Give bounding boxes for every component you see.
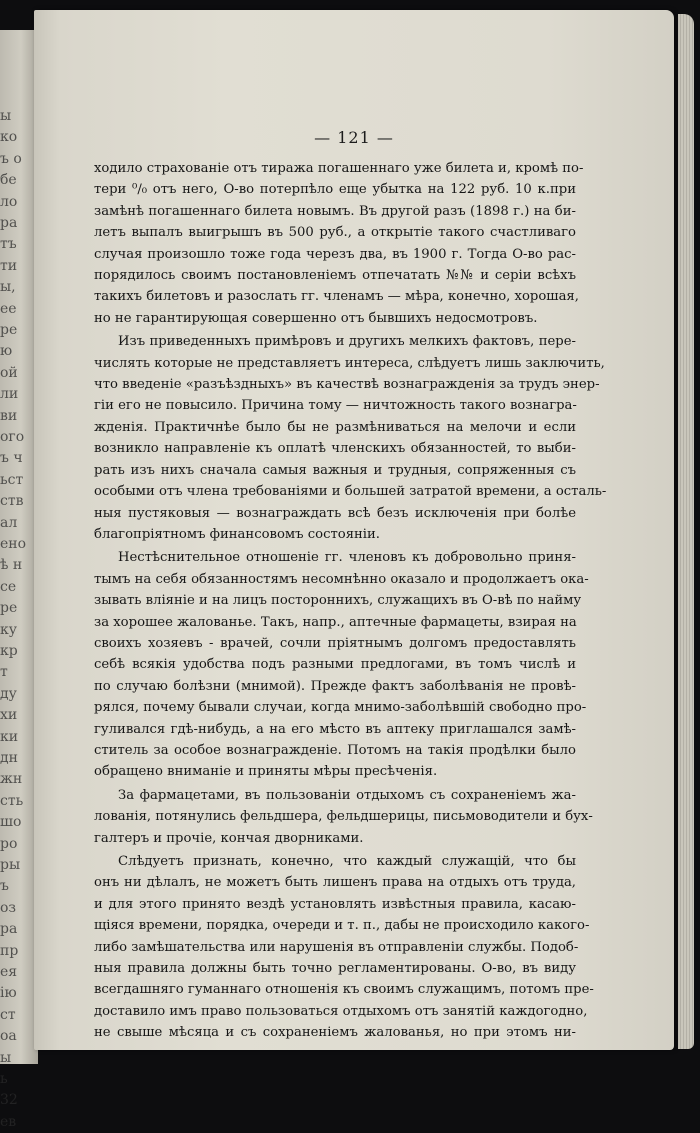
text-line: онъ ни дѣлалъ, не можетъ быть лишенъ права на отдыхъ отъ труда, xyxy=(94,875,576,891)
left-page-fragment: ее xyxy=(0,300,17,317)
left-page-fragment: ра xyxy=(0,921,18,938)
text-line: ходило страхованіе отъ тиража погашеннаго уже билета и, кромѣ по- xyxy=(94,161,584,176)
text-line: Слѣдуетъ признать, конечно, что каждый служащій, что бы xyxy=(118,854,576,869)
text-line: обращено вниманіе и приняты мѣры пресѣченія. xyxy=(94,764,438,780)
left-page-fragment: оа xyxy=(0,1028,17,1045)
left-page-fragment: оз xyxy=(0,899,17,916)
text-line: себѣ всякія удобства подъ разными предлогами, въ томъ числѣ и xyxy=(94,657,576,673)
text-line: что введеніе «разъѣздныхъ» въ качествѣ вознагражденія за трудъ энер- xyxy=(94,377,600,393)
left-page-fragment: кр xyxy=(0,643,18,659)
left-page-fragment: ре xyxy=(0,600,18,617)
left-page-fragment: ой xyxy=(0,364,18,381)
left-page-fragment: ъ xyxy=(0,878,9,895)
text-line: галтеръ и прочіе, кончая дворниками. xyxy=(94,830,364,846)
text-line: порядилось своимъ постановленіемъ отпечатать №№ и серіи всѣхъ xyxy=(94,268,576,284)
left-page-fragment: ко xyxy=(0,129,18,146)
page-stack-edge xyxy=(678,14,694,1049)
left-page-fragment: ію xyxy=(0,985,17,1002)
text-line: либо замѣшательства или нарушенія въ отправленіи службы. Подоб- xyxy=(94,939,579,955)
text-line: ныя пустяковыя — вознаграждать всѣ безъ исключенія при болѣе xyxy=(94,505,576,521)
left-page-fragment: ъ ч xyxy=(0,450,23,467)
text-line: жденія. Практичнѣе было бы не размѣниваться на мелочи и если xyxy=(94,419,576,435)
text-line: замѣнѣ погашеннаго билета новымъ. Въ другой разъ (1898 г.) на би- xyxy=(94,203,576,219)
left-page-fragment: ку xyxy=(0,621,17,638)
book-page xyxy=(34,10,674,1050)
left-page-fragment: тъ xyxy=(0,236,17,253)
left-page-fragment: ал xyxy=(0,514,18,531)
text-line: Нестѣснительное отношеніе гг. членовъ къ добровольно приня- xyxy=(118,550,576,566)
text-line: но не гарантирующая совершенно отъ бывшихъ недосмотровъ. xyxy=(94,310,538,326)
left-page-fragment: бе xyxy=(0,172,17,189)
text-line: за хорошее жалованье. Такъ, напр., аптечные фармацеты, взирая на xyxy=(94,614,577,630)
text-line: числять которые не представляетъ интереса, слѣдуетъ лишь заключить, xyxy=(94,355,605,371)
text-line: всегдашняго гуманнаго отношенія къ своимъ служащимъ, потомъ пре- xyxy=(94,982,594,998)
paragraph xyxy=(94,158,584,329)
left-page-fragment: ю xyxy=(0,343,13,360)
text-line: особыми отъ члена требованіями и большей затратой времени, а осталь- xyxy=(94,484,607,500)
left-page-fragment: ду xyxy=(0,685,17,702)
text-line: рать изъ нихъ сначала самыя важныя и трудныя, сопряженныя съ xyxy=(94,462,576,478)
text-line: ныя правила должны быть точно регламентированы. О-во, въ виду xyxy=(94,961,576,977)
left-page-fragment: шо xyxy=(0,814,22,831)
left-page-fragment: ы, xyxy=(0,279,16,296)
left-page-fragment: ти xyxy=(0,257,18,274)
text-line: тери ⁰/₀ отъ него, О-во потерпѣло еще убытка на 122 руб. 10 к.при xyxy=(94,182,576,198)
left-page-fragment: ено xyxy=(0,536,27,552)
text-line: и для этого принято вездѣ установлять извѣстныя правила, касаю- xyxy=(94,896,576,912)
text-line: по случаю болѣзни (мнимой). Прежде фактъ заболѣванія не провѣ- xyxy=(94,678,576,694)
left-page-fragment: жн xyxy=(0,771,23,788)
paragraph xyxy=(94,547,589,782)
left-page-fragment: ев xyxy=(0,1113,17,1130)
left-page-fragment: дн xyxy=(0,750,18,766)
page-number: — 121 — xyxy=(314,128,394,147)
left-page-fragment: ея xyxy=(0,964,18,980)
left-page-fragment: ого xyxy=(0,429,25,445)
text-line: своихъ хозяевъ - врачей, сочли пріятнымъ долгомъ предоставлять xyxy=(94,635,576,651)
text-line: не свыше мѣсяца и съ сохраненіемъ жалованья, но при этомъ ни- xyxy=(94,1025,576,1041)
text-line: зывать вліяніе и на лицъ постороннихъ, служащихъ въ О-вѣ по найму xyxy=(94,593,582,609)
paragraph xyxy=(94,851,594,1044)
left-page-fragment: ѣ н xyxy=(0,557,23,574)
left-page-fragment: ы xyxy=(0,108,12,124)
left-page-fragment: ьст xyxy=(0,471,24,488)
text-line: гіи его не повысило. Причина тому — ничтожность такого вознагра- xyxy=(94,398,577,414)
text-line: благопріятномъ финансовомъ состояніи. xyxy=(94,526,380,542)
left-page-fragment: ки xyxy=(0,728,19,745)
text-line: За фармацетами, въ пользованіи отдыхомъ съ сохраненіемъ жа- xyxy=(118,787,576,803)
left-page-fragment: ры xyxy=(0,857,21,873)
text-line: тымъ на себя обязанностямъ несомнѣнно оказало и продолжаетъ ока- xyxy=(94,571,589,587)
left-page-fragment: ро xyxy=(0,835,18,852)
left-page-fragment: ы xyxy=(0,1049,12,1066)
left-page-fragment: ст xyxy=(0,1006,16,1023)
left-page-fragment: ви xyxy=(0,407,18,424)
left-page-fragment: ре xyxy=(0,322,18,338)
left-page-fragment: ств xyxy=(0,493,24,510)
text-line: летъ выпалъ выигрышъ въ 500 руб., а открытіе такого счастливаго xyxy=(94,225,576,241)
text-line: возникло направленіе къ оплатѣ членскихъ обязанностей, то выби- xyxy=(94,441,576,457)
text-line: Изъ приведенныхъ примѣровъ и другихъ мелкихъ фактовъ, пере- xyxy=(118,334,576,350)
left-page-fragment: ло xyxy=(0,193,18,210)
left-page-fragment: сть xyxy=(0,792,24,809)
previous-page-edge xyxy=(0,30,38,1130)
page-text xyxy=(94,158,607,1046)
text-line: рялся, почему бывали случаи, когда мнимо-заболѣвшій свободно про- xyxy=(94,700,587,716)
paragraph xyxy=(94,331,607,545)
paragraph xyxy=(94,785,593,849)
text-line: такихъ билетовъ и разослать гг. членамъ — мѣра, конечно, хорошая, xyxy=(94,289,579,305)
left-page-fragment: хи xyxy=(0,707,18,724)
left-page-fragment: ъ о xyxy=(0,150,22,167)
text-line: щіяся времени, порядка, очереди и т. п., дабы не происходило какого- xyxy=(94,918,590,934)
left-page-fragment: т xyxy=(0,664,8,681)
left-page-fragment: ь xyxy=(0,1071,8,1087)
text-line: ститель за особое вознагражденіе. Потомъ на такія продѣлки было xyxy=(94,742,576,758)
text-line: лованія, потянулись фельдшера, фельдшерицы, письмоводители и бух- xyxy=(94,809,593,825)
left-page-fragment: пр xyxy=(0,942,19,959)
left-page-fragment: ра xyxy=(0,215,18,231)
text-line: случая произошло тоже года черезъ два, въ 1900 г. Тогда О-во рас- xyxy=(94,246,576,262)
text-line: гуливался гдѣ-нибудь, а на его мѣсто въ аптеку приглашался замѣ- xyxy=(94,721,576,737)
left-page-fragment: се xyxy=(0,578,17,595)
text-line: доставило имъ право пользоваться отдыхомъ отъ занятій каждогодно, xyxy=(94,1003,588,1019)
left-page-fragment: ли xyxy=(0,386,19,403)
left-page-fragment: 32 xyxy=(0,1092,18,1109)
